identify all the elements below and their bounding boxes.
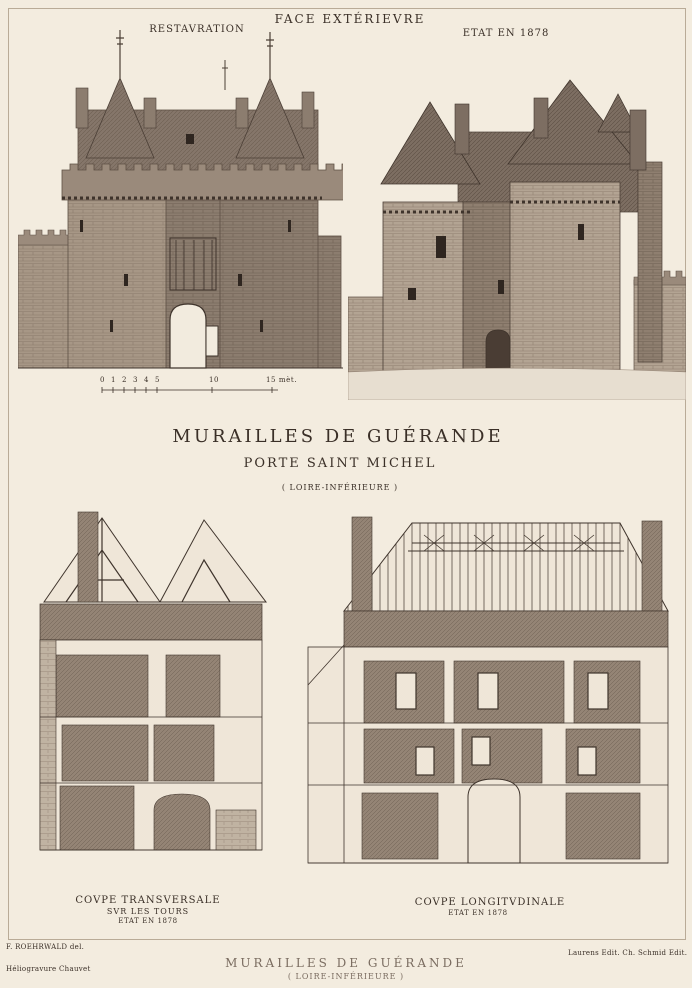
scale-tick-10: 10 [209, 376, 220, 384]
plate-subtitle: PORTE SAINT MICHEL [243, 456, 437, 471]
etat-label: ETAT EN 1878 [462, 28, 550, 39]
scale-tick-15: 15 mèt. [266, 376, 298, 384]
footer-title: MURAILLES DE GUÉRANDE [225, 956, 467, 970]
scale-tick-5: 5 [155, 376, 161, 384]
scale-tick-2: 2 [122, 376, 128, 384]
coupe-transversale-title: COVPE TRANSVERSALE [75, 895, 221, 906]
coupe-longitudinale-title: COVPE LONGITVDINALE [414, 897, 566, 908]
plate-title: MURAILLES DE GUÉRANDE [172, 426, 504, 447]
engraver-credit: Héliogravure Chauvet [6, 965, 91, 973]
plate-region: ( LOIRE-INFÉRIEURE ) [281, 483, 399, 492]
transverse-section-drawing [36, 510, 276, 855]
restored-elevation-drawing [18, 30, 343, 370]
current-state-drawing [348, 72, 686, 400]
longitudinal-section-drawing [304, 515, 674, 865]
delineator-credit: F. ROEHRWALD del. [6, 943, 85, 951]
scale-tick-0: 0 [100, 376, 106, 384]
footer-region: ( LOIRE-INFÉRIEURE ) [287, 972, 405, 981]
coupe-transversale-etat: ETAT EN 1878 [118, 917, 178, 925]
coupe-transversale-subtitle: SVR LES TOURS [106, 907, 190, 916]
scale-tick-4: 4 [144, 376, 150, 384]
scale-tick-1: 1 [111, 376, 117, 384]
face-exterieure-heading: FACE EXTÉRIEVRE [274, 12, 426, 26]
scale-tick-3: 3 [133, 376, 139, 384]
coupe-longitudinale-etat: ETAT EN 1878 [448, 909, 508, 917]
restauration-label: RESTAVRATION [149, 24, 245, 35]
publisher-credit: Laurens Edit. Ch. Schmid Edit. [568, 949, 688, 957]
